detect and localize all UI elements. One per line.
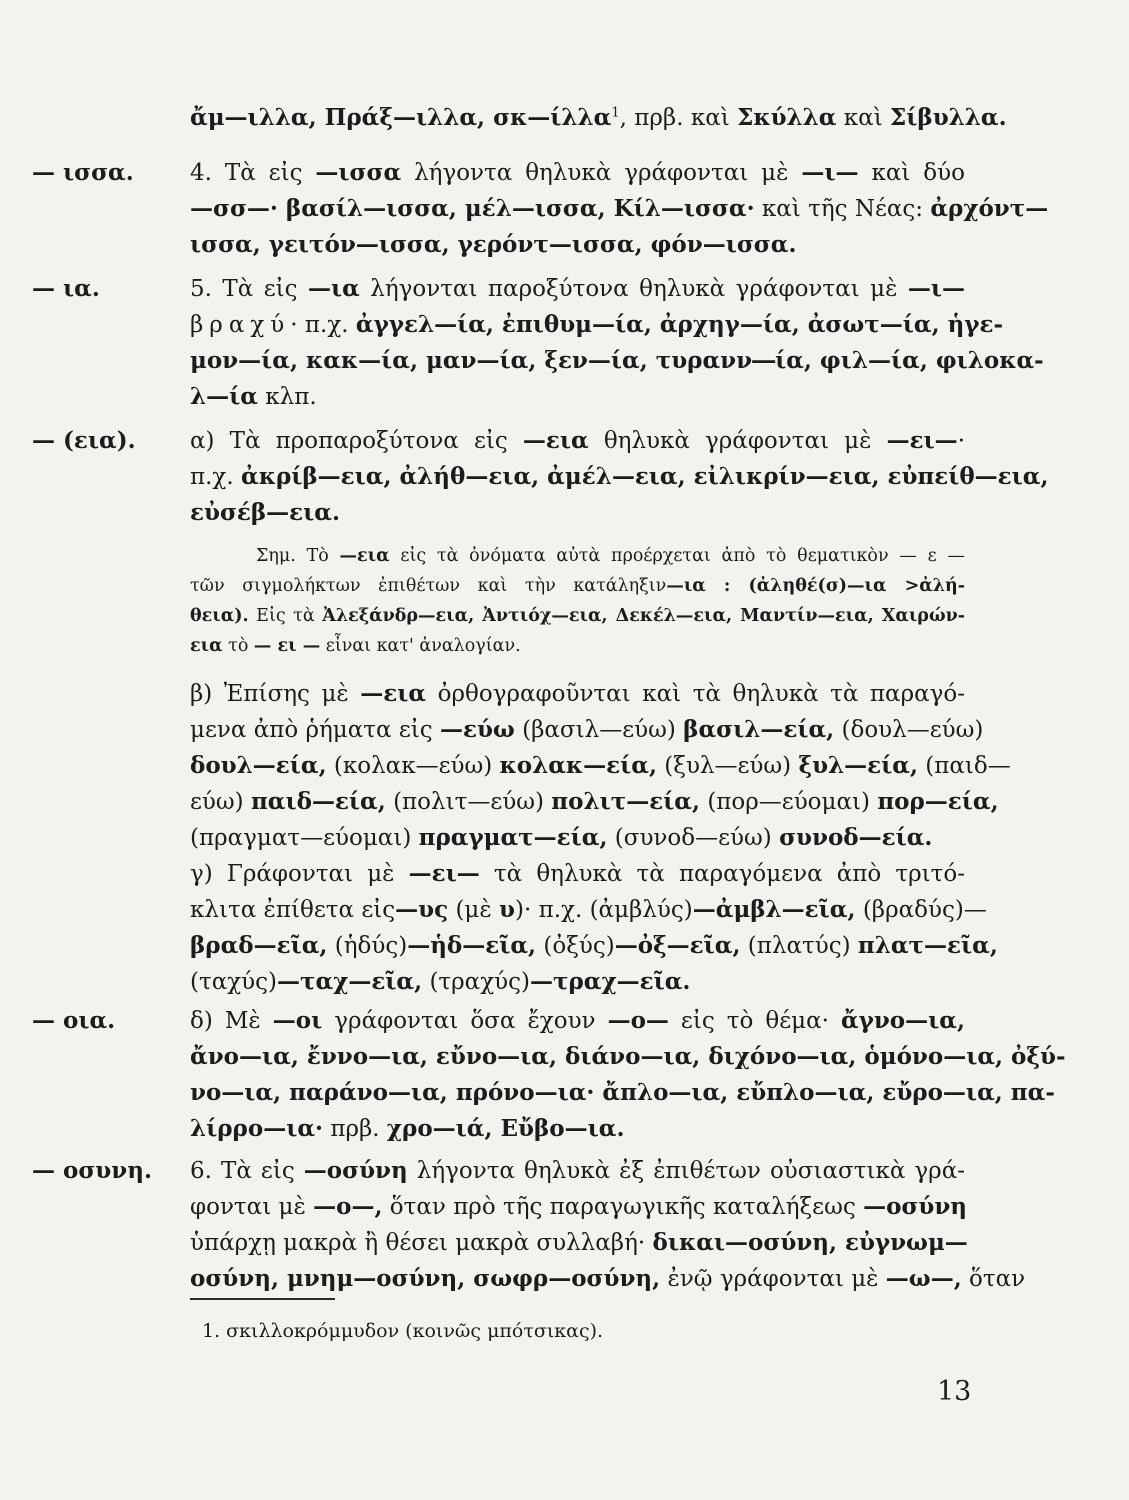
text-line: 4. Τὰ εἰς —ισσα λήγοντα θηλυκὰ γράφονται μὲ —ι— καὶ δύο	[190, 159, 965, 186]
text-line: μενα ἀπὸ ῥήματα εἰς —εύω (βασιλ—εύω) βασιλ—εία, (δουλ—εύω)	[190, 716, 984, 743]
text-line: ὑπάρχῃ μακρὰ ἢ θέσει μακρὰ συλλαβή· δικαι—οσύνη, εὐγνωμ—	[190, 1229, 968, 1256]
note-line: εια τὸ — ει — εἶναι κατ' ἀναλογίαν.	[190, 636, 521, 656]
text-line: μον—ία, κακ—ία, μαν—ία, ξεν—ία, τυρανν―ία, φιλ—ία, φιλοκα-	[190, 347, 1044, 374]
text-line: β) Ἐπίσης μὲ —εια ὀρθογραφοῦνται καὶ τὰ θηλυκὰ τὰ παραγό-	[190, 680, 965, 707]
text-line: λίρρο—ια· πρβ. χρο—ιά, Εὔβο—ια.	[190, 1115, 625, 1142]
text-line: ἄμ—ιλλα, Πράξ—ιλλα, σκ—ίλλα$^1$, πρβ. καὶ Σκύλλα καὶ Σίβυλλα.	[190, 104, 1007, 131]
text-line: 5. Τὰ εἰς —ια λήγονται παροξύτονα θηλυκὰ γράφονται μὲ —ι—	[190, 275, 965, 302]
text-line: γ) Γράφονται μὲ —ει— τὰ θηλυκὰ τὰ παραγόμενα ἀπὸ τριτό-	[190, 860, 965, 887]
text-line: (πραγματ—εύομαι) πραγματ—εία, (συνοδ—εύω) συνοδ—εία.	[190, 824, 933, 851]
margin-label-ia: — ια.	[32, 275, 100, 302]
note-line: θεια). Εἰς τὰ Ἀλεξάνδρ—εια, Ἀντιόχ—εια, Δεκέλ—εια, Μαντίν—εια, Χαιρών-	[190, 606, 966, 626]
text-line: —σσ—· βασίλ—ισσα, μέλ—ισσα, Κίλ—ισσα· καὶ τῆς Νέας: ἀρχόντ—	[190, 195, 1049, 222]
text-line: οσύνη, μνημ—οσύνη, σωφρ—οσύνη, ἐνῷ γράφονται μὲ —ω—, ὅταν	[190, 1265, 1026, 1292]
text-line: 6. Τὰ εἰς —οσύνη λήγοντα θηλυκὰ ἐξ ἐπιθέτων οὐσιαστικὰ γρά-	[190, 1157, 965, 1184]
text-line: νο—ια, παράνο—ια, πρόνο—ια· ἄπλο—ια, εὔπλο—ια, εὔρο—ια, πα-	[190, 1079, 1055, 1106]
note-line: Σημ. Τὸ —εια εἰς τὰ ὀνόματα αὐτὰ προέρχεται ἀπὸ τὸ θεματικὸν — ε —	[256, 546, 965, 566]
text-line: βραχύ· π.χ. ἀγγελ—ία, ἐπιθυμ—ία, ἀρχηγ—ία, ἀσωτ—ία, ἡγε-	[190, 311, 1004, 338]
text-line: βραδ—εῖα, (ἡδύς)—ἡδ—εῖα, (ὀξύς)—ὀξ—εῖα, (πλατύς) πλατ—εῖα,	[190, 932, 998, 959]
text-line: α) Τὰ προπαροξύτονα εἰς —εια θηλυκὰ γράφονται μὲ —ει—·	[190, 427, 965, 454]
margin-label-oia: — οια.	[32, 1007, 116, 1034]
footnote: 1. σκιλλοκρόμμυδον (κοινῶς μπότσικας).	[202, 1320, 604, 1342]
note-line: τῶν σιγμολήκτων ἐπιθέτων καὶ τὴν κατάληξιν—ια : (ἀληθέ(σ)—ια >ἀλή-	[190, 576, 965, 596]
page-number: 13	[937, 1376, 972, 1407]
margin-label-eia: — (εια).	[32, 427, 136, 454]
text-line: π.χ. ἀκρίβ—εια, ἀλήθ—εια, ἀμέλ—εια, εἰλικρίν—εια, εὐπείθ—εια,	[190, 463, 1049, 490]
text-line: λ—ία κλπ.	[190, 383, 317, 410]
margin-label-osyni: — οσυνη.	[32, 1157, 152, 1184]
text-line: κλιτα ἐπίθετα εἰς—υς (μὲ υ)· π.χ. (ἀμβλύς)—ἀμβλ—εῖα, (βραδύς)—	[190, 896, 987, 923]
text-line: δουλ—εία, (κολακ—εύω) κολακ—εία, (ξυλ—εύω) ξυλ—εία, (παιδ—	[190, 752, 1011, 779]
text-line: ισσα, γειτόν—ισσα, γερόντ—ισσα, φόν—ισσα.	[190, 231, 797, 258]
margin-label-issa: — ισσα.	[32, 159, 134, 186]
text-line: δ) Μὲ —οι γράφονται ὅσα ἔχουν —ο— εἰς τὸ θέμα· ἄγνο—ια,	[190, 1007, 965, 1034]
text-line: φονται μὲ —ο—, ὅταν πρὸ τῆς παραγωγικῆς καταλήξεως —οσύνη	[190, 1193, 968, 1220]
footnote-marker: 1	[611, 105, 620, 121]
text-line: (ταχύς)—ταχ—εῖα, (τραχύς)—τραχ—εῖα.	[190, 968, 691, 995]
text-line: εύω) παιδ—εία, (πολιτ—εύω) πολιτ—εία, (πορ—εύομαι) πορ—εία,	[190, 788, 999, 815]
footnote-divider	[190, 1298, 335, 1300]
text-line: εὐσέβ—εια.	[190, 499, 340, 526]
text-line: ἄνο—ια, ἔννο—ια, εὔνο—ια, διάνο—ια, διχόνο—ια, ὁμόνο—ια, ὀξύ-	[190, 1043, 1066, 1070]
